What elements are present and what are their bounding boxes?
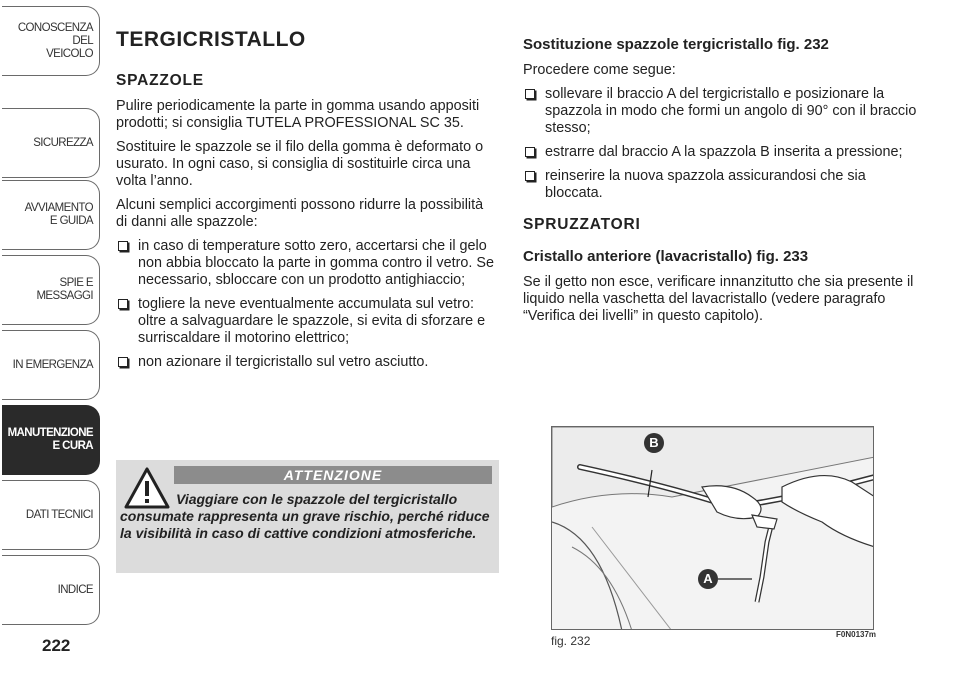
paragraph-washer: Se il getto non esce, verificare innanzitutto che sia presente il liquido nella vaschetta del lavacristallo (vedere paragrafo “Verifica dei livelli” in questo capitolo). (523, 274, 914, 324)
list-item: non azionare il tergicristallo sul vetro asciutto. (116, 354, 496, 371)
tab-manutenzione-e-cura[interactable]: MANUTENZIONE E CURA (2, 405, 100, 475)
tab-indice[interactable]: INDICE (2, 555, 100, 625)
tab-dati-tecnici[interactable]: DATI TECNICI (2, 480, 100, 550)
tab-sicurezza[interactable]: SICUREZZA (2, 108, 100, 178)
figure-caption: fig. 232 (551, 634, 591, 648)
paragraph-intro: Procedere come segue: (523, 62, 676, 78)
callout-a: A (698, 569, 718, 589)
checkbox-bullet-icon (118, 241, 128, 251)
callout-b: B (644, 433, 664, 453)
precautions-list (116, 238, 496, 371)
page-title: TERGICRISTALLO (116, 28, 306, 51)
tab-conoscenza-del-veicolo[interactable]: CONOSCENZA DEL VEICOLO (2, 6, 100, 76)
warning-box (116, 460, 499, 573)
paragraph-precautions: Alcuni semplici accorgimenti possono ridurre la possibilità di danni alle spazzole: (116, 197, 484, 230)
list-item: estrarre dal braccio A la spazzola B inserita a pressione; (523, 144, 918, 161)
tab-spie-e-messaggi[interactable]: SPIE E MESSAGGI (2, 255, 100, 325)
chapter-tabs (0, 0, 104, 640)
warning-text: Viaggiare con le spazzole del tergicristallo consumate rappresenta un grave rischio, perché riduce la visibilità in caso di cattive condizioni atmosferiche. (120, 491, 490, 541)
replace-steps-list (523, 86, 918, 202)
paragraph-cleaning: Pulire periodicamente la parte in gomma usando appositi prodotti; si consiglia TUTELA PROFESSIONAL SC 35. (116, 98, 480, 131)
right-column (523, 36, 918, 332)
checkbox-bullet-icon (118, 357, 128, 367)
list-item: togliere la neve eventualmente accumulata sul vetro: oltre a salvaguardare le spazzole, si evita di sforzare e surriscaldare il motorino elettrico; (116, 296, 496, 347)
tab-in-emergenza[interactable]: IN EMERGENZA (2, 330, 100, 400)
paragraph-replace: Sostituire le spazzole se il filo della gomma è deformato o usurato. In ogni caso, si consiglia di sostituirle circa una volta l’anno. (116, 139, 484, 189)
checkbox-bullet-icon (525, 171, 535, 181)
figure-code: F0N0137m (836, 630, 877, 639)
warning-title: ATTENZIONE (174, 466, 492, 484)
list-item: sollevare il braccio A del tergicristallo e posizionare la spazzola in modo che formi un angolo di 90° con il braccio stesso; (523, 86, 918, 137)
wiper-drawing (552, 427, 874, 630)
figure-wiper-illustration (551, 426, 874, 630)
subheading-front-washer: Cristallo anteriore (lavacristallo) fig. 233 (523, 248, 809, 265)
subheading-replace-blades: Sostituzione spazzole tergicristallo fig. 232 (523, 36, 829, 53)
checkbox-bullet-icon (118, 299, 128, 309)
checkbox-bullet-icon (525, 147, 535, 157)
list-item: reinserire la nuova spazzola assicurandosi che sia bloccata. (523, 168, 918, 202)
left-column (116, 28, 496, 378)
list-item: in caso di temperature sotto zero, accertarsi che il gelo non abbia bloccato la parte in gomma contro il vetro. Se necessario, sbloccare con un prodotto antighiaccio; (116, 238, 496, 289)
tab-avviamento-e-guida[interactable]: AVVIAMENTO E GUIDA (2, 180, 100, 250)
section-heading-spruzzatori: SPRUZZATORI (523, 216, 641, 233)
section-heading-spazzole: SPAZZOLE (116, 72, 204, 89)
checkbox-bullet-icon (525, 89, 535, 99)
page-number: 222 (42, 636, 71, 655)
